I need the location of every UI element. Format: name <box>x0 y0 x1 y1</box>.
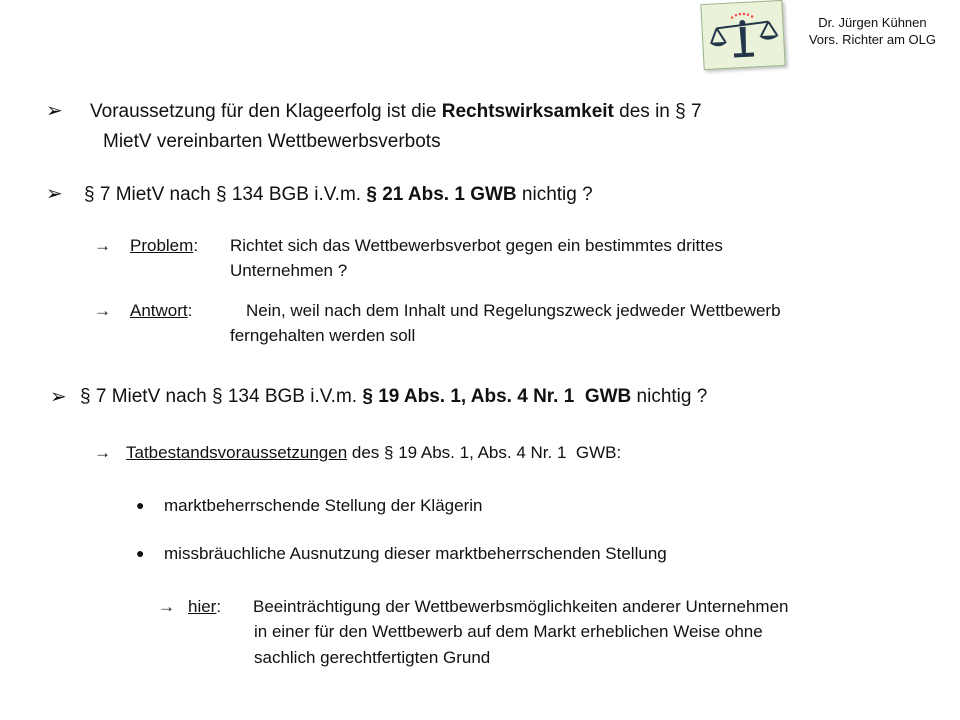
bullet-3-bold-1: § 19 Abs. 1, Abs. 4 Nr. 1 <box>362 386 575 407</box>
bullet-marker: ➢ <box>50 386 67 408</box>
bullet-3-bold-2: GWB <box>584 386 632 407</box>
problem-text-1: Richtet sich das Wettbewerbsverbot gegen ein bestimmtes drittes <box>230 236 723 255</box>
criterion-2: missbräuchliche Ausnutzung dieser marktbeherrschenden Stellung <box>164 544 667 563</box>
scales-of-justice-icon <box>701 1 784 69</box>
problem-label-text: Problem <box>130 236 194 255</box>
bullet-3-gap <box>574 386 585 407</box>
dot-marker: ● <box>136 497 145 513</box>
dot-marker: ● <box>136 545 145 561</box>
bullet-2-text: § 7 MietV nach § 134 BGB i.V.m. <box>84 184 367 205</box>
answer-text-1: Nein, weil nach dem Inhalt und Regelungszweck jedweder Wettbewerb <box>246 301 781 320</box>
answer-colon: : <box>187 301 193 320</box>
criterion-1: marktbeherrschende Stellung der Klägerin <box>164 496 483 515</box>
hier-label-text: hier <box>188 597 217 616</box>
arrow-icon: → <box>94 236 111 255</box>
requirements-line <box>126 443 621 463</box>
author-block <box>809 14 936 48</box>
bullet-1-bold: Rechtswirksamkeit <box>441 101 614 122</box>
bullet-1-text: Voraussetzung für den Klageerfolg ist die <box>90 101 442 122</box>
answer-label <box>130 301 192 321</box>
logo <box>700 0 785 70</box>
hier-colon: : <box>216 597 222 616</box>
requirements-label: Tatbestandsvoraussetzungen <box>126 443 348 462</box>
bullet-3-text-end: nichtig ? <box>631 386 708 407</box>
problem-label <box>130 236 198 256</box>
problem-text-2: Unternehmen ? <box>230 261 348 280</box>
hier-text-1: Beeinträchtigung der Wettbewerbsmöglichkeiten anderer Unternehmen <box>253 597 789 616</box>
author-title: Vors. Richter am OLG <box>808 32 936 47</box>
bullet-1-text-end: des in § 7 <box>613 101 702 122</box>
requirements-text: des § 19 Abs. 1, Abs. 4 Nr. 1 GWB: <box>347 443 622 462</box>
answer-label-text: Antwort <box>130 301 188 320</box>
author-name: Dr. Jürgen Kühnen <box>818 15 927 30</box>
arrow-icon: → <box>94 301 111 320</box>
bullet-3-line <box>80 386 707 408</box>
problem-colon: : <box>193 236 199 255</box>
bullet-3-text: § 7 MietV nach § 134 BGB i.V.m. <box>80 386 363 407</box>
hier-text-2: in einer für den Wettbewerb auf dem Markt erheblichen Weise ohne <box>254 622 763 641</box>
bullet-2-line <box>84 184 593 206</box>
bullet-1-line-2: MietV vereinbarten Wettbewerbsverbots <box>103 131 441 152</box>
answer-text-2: ferngehalten werden soll <box>230 326 416 345</box>
bullet-1-line-1 <box>90 101 702 123</box>
bullet-2-bold: § 21 Abs. 1 GWB <box>366 184 517 205</box>
bullet-2-text-end: nichtig ? <box>516 184 593 205</box>
arrow-icon: → <box>94 443 111 462</box>
bullet-marker: ➢ <box>46 100 63 122</box>
bullet-marker: ➢ <box>46 183 63 205</box>
hier-label <box>188 597 221 617</box>
arrow-icon: → <box>158 597 175 616</box>
hier-text-3: sachlich gerechtfertigten Grund <box>254 648 491 667</box>
